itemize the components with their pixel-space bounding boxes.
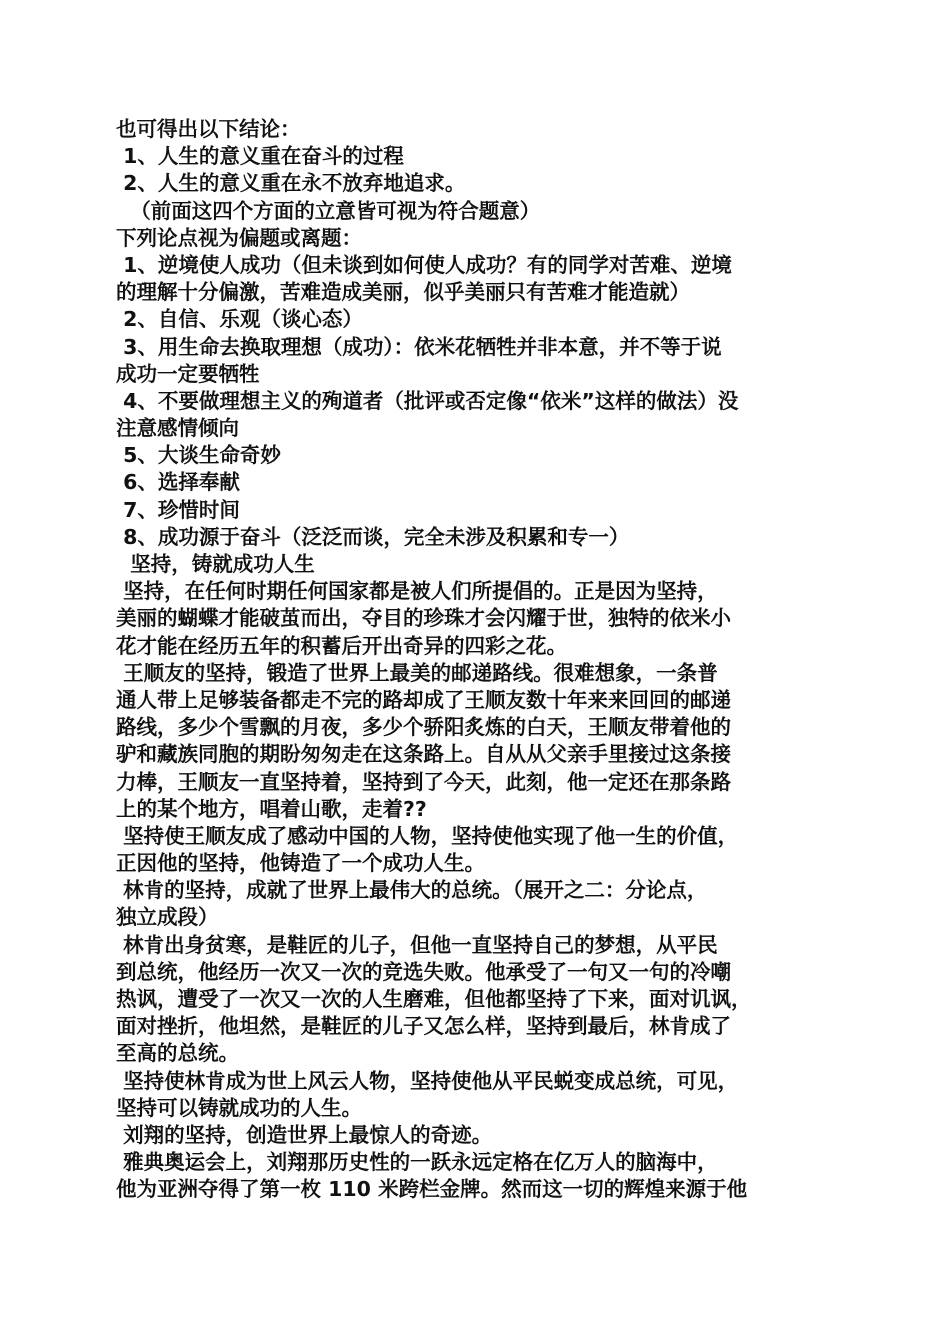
text-line: 坚持，在任何时期任何国家都是被人们所提倡的。正是因为坚持， [116, 579, 718, 604]
text-line: 正因他的坚持，他铸造了一个成功人生。 [116, 851, 485, 876]
text-line: 1、逆境使人成功（但未谈到如何使人成功？有的同学对苦难、逆境 [116, 252, 732, 277]
text-line: 坚持使林肯成为世上风云人物，坚持使他从平民蜕变成总统，可见， [116, 1068, 739, 1093]
text-line: 上的某个地方，唱着山歌，走着?? [116, 796, 427, 821]
text-line: 5、大谈生命奇妙 [116, 443, 281, 468]
text-line: 至高的总统。 [116, 1041, 239, 1066]
text-line: 6、选择奉献 [116, 470, 240, 495]
text-line: 花才能在经历五年的积蓄后开出奇异的四彩之花。 [116, 633, 567, 658]
text-line: 王顺友的坚持，锻造了世界上最美的邮递路线。很难想象，一条普 [116, 660, 718, 685]
text-line: 雅典奥运会上，刘翔那历史性的一跃永远定格在亿万人的脑海中， [116, 1150, 718, 1175]
text-line: 刘翔的坚持，创造世界上最惊人的奇迹。 [116, 1122, 493, 1147]
text-line: 热讽，遭受了一次又一次的人生磨难，但他都坚持了下来，面对讥讽， [116, 987, 752, 1011]
text-line: 3、用生命去换取理想（成功）：依米花牺牲并非本意，并不等于说 [116, 334, 722, 359]
text-line: 坚持可以铸就成功的人生。 [116, 1095, 362, 1120]
text-line: 4、不要做理想主义的殉道者（批评或否定像“依米”这样的做法）没 [116, 388, 739, 413]
text-line: 通人带上足够装备都走不完的路却成了王顺友数十年来来回回的邮递 [116, 687, 731, 712]
text-line: 成功一定要牺牲 [116, 361, 260, 386]
text-line: 的理解十分偏激，苦难造成美丽，似乎美丽只有苦难才能造就） [116, 280, 690, 305]
text-line: （前面这四个方面的立意皆可视为符合题意） [116, 198, 541, 223]
document-body [116, 116, 846, 1204]
text-line: 坚持，铸就成功人生 [116, 552, 315, 576]
text-line: 7、珍惜时间 [116, 497, 240, 522]
text-line: 到总统，他经历一次又一次的竞选失败。他承受了一句又一句的冷嘲 [116, 959, 731, 984]
text-line: 力棒，王顺友一直坚持着，坚持到了今天，此刻，他一定还在那条路 [116, 769, 731, 794]
text-line: 独立成段） [116, 905, 219, 930]
text-line: 2、自信、乐观（谈心态） [116, 307, 363, 332]
text-line: 美丽的蝴蝶才能破茧而出，夺目的珍珠才会闪耀于世，独特的依米小 [116, 606, 731, 631]
text-line: 2、人生的意义重在永不放弃地追求。 [116, 171, 466, 196]
text-line: 1、人生的意义重在奋斗的过程 [116, 144, 404, 169]
text-line: 注意感情倾向 [116, 416, 239, 441]
text-line: 下列论点视为偏题或离题： [116, 225, 362, 250]
text-line: 林肯出身贫寒，是鞋匠的儿子，但他一直坚持自己的梦想，从平民 [116, 932, 718, 957]
text-line: 面对挫折，他坦然，是鞋匠的儿子又怎么样，坚持到最后，林肯成了 [116, 1014, 731, 1039]
text-line: 他为亚洲夺得了第一枚 110 米跨栏金牌。然而这一切的辉煌来源于他 [116, 1177, 748, 1202]
text-line: 8、成功源于奋斗（泛泛而谈，完全未涉及积累和专一） [116, 524, 630, 549]
text-line: 坚持使王顺友成了感动中国的人物，坚持使他实现了他一生的价值， [116, 823, 739, 848]
text-line: 路线，多少个雪飘的月夜，多少个骄阳炙炼的白天，王顺友带着他的 [116, 715, 731, 740]
text-line: 林肯的坚持，成就了世界上最伟大的总统。（展开之二：分论点， [116, 878, 708, 903]
text-line: 也可得出以下结论： [116, 117, 301, 141]
text-line: 驴和藏族同胞的期盼匆匆走在这条路上。自从从父亲手里接过这条接 [116, 742, 731, 767]
